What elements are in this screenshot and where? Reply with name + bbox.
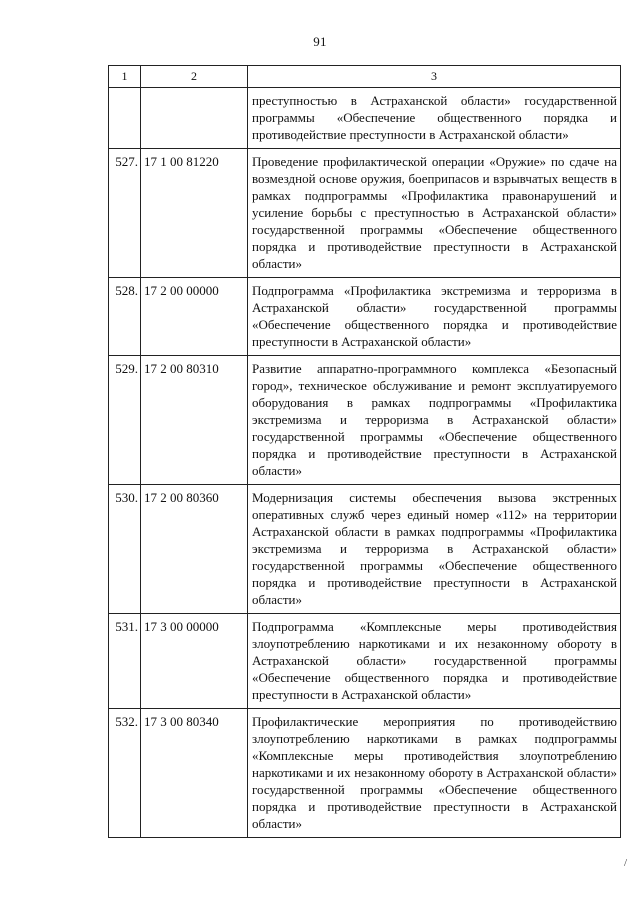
row-code: 17 1 00 81220 bbox=[141, 149, 248, 278]
row-description: Проведение профилактической операции «Оружие» по сдаче на возмездной основе оружия, боеприпасов и взрывчатых веществ в рамках подпрограммы «Профилактика правонарушений и усиление борьбы с преступностью в Астраханской области» государственной программы «Обеспечение общественного порядка и противодействие преступности в Астраханской области» bbox=[248, 149, 621, 278]
row-code: 17 3 00 00000 bbox=[141, 614, 248, 709]
row-code-cell bbox=[141, 88, 248, 149]
row-number: 531. bbox=[109, 614, 141, 709]
page-number: 91 bbox=[313, 34, 327, 49]
row-code: 17 2 00 00000 bbox=[141, 278, 248, 356]
row-number: 529. bbox=[109, 356, 141, 485]
row-description: Модернизация системы обеспечения вызова экстренных оперативных служб через единый номер «112» на территории Астраханской области в рамках подпрограммы «Профилактика экстремизма и терроризма в Астраханской области» государственной программы «Обеспечение общественного порядка и противодействие преступности в Астраханской области» bbox=[248, 485, 621, 614]
page-edge-mark: / bbox=[624, 857, 628, 869]
table-header-row bbox=[109, 66, 621, 88]
row-number: 532. bbox=[109, 709, 141, 838]
row-description: Подпрограмма «Профилактика экстремизма и терроризма в Астраханской области» государственной программы «Обеспечение общественного порядка и противодействие преступности в Астраханской области» bbox=[248, 278, 621, 356]
table-row bbox=[109, 356, 621, 485]
table-row bbox=[109, 709, 621, 838]
table-row-continuation bbox=[109, 88, 621, 149]
table-row bbox=[109, 614, 621, 709]
row-code: 17 3 00 80340 bbox=[141, 709, 248, 838]
row-code: 17 2 00 80360 bbox=[141, 485, 248, 614]
row-number: 527. bbox=[109, 149, 141, 278]
column-header-1: 1 bbox=[109, 66, 141, 88]
table-row bbox=[109, 149, 621, 278]
row-code: 17 2 00 80310 bbox=[141, 356, 248, 485]
column-header-3: 3 bbox=[248, 66, 621, 88]
row-number-cell bbox=[109, 88, 141, 149]
table-row bbox=[109, 278, 621, 356]
row-description: Подпрограмма «Комплексные меры противодействия злоупотреблению наркотиками и их незаконному обороту в Астраханской области» государственной программы «Обеспечение общественного порядка и противодействие преступности в Астраханской области» bbox=[248, 614, 621, 709]
row-description: Профилактические мероприятия по противодействию злоупотреблению наркотиками в рамках подпрограммы «Комплексные меры противодействия злоупотреблению наркотиками и их незаконному обороту в Астраханской области» государственной программы «Обеспечение общественного порядка и противодействие преступности в Астраханской области» bbox=[248, 709, 621, 838]
budget-classification-table bbox=[108, 65, 621, 838]
column-header-2: 2 bbox=[141, 66, 248, 88]
row-description: Развитие аппаратно-программного комплекса «Безопасный город», техническое обслуживание и ремонт эксплуатируемого оборудования в рамках подпрограммы «Профилактика экстремизма и терроризма в Астраханской области» государственной программы «Обеспечение общественного порядка и противодействие преступности в Астраханской области» bbox=[248, 356, 621, 485]
row-description: преступностью в Астраханской области» государственной программы «Обеспечение общественного порядка и противодействие преступности в Астраханской области» bbox=[248, 88, 621, 149]
row-number: 528. bbox=[109, 278, 141, 356]
row-number: 530. bbox=[109, 485, 141, 614]
table-row bbox=[109, 485, 621, 614]
